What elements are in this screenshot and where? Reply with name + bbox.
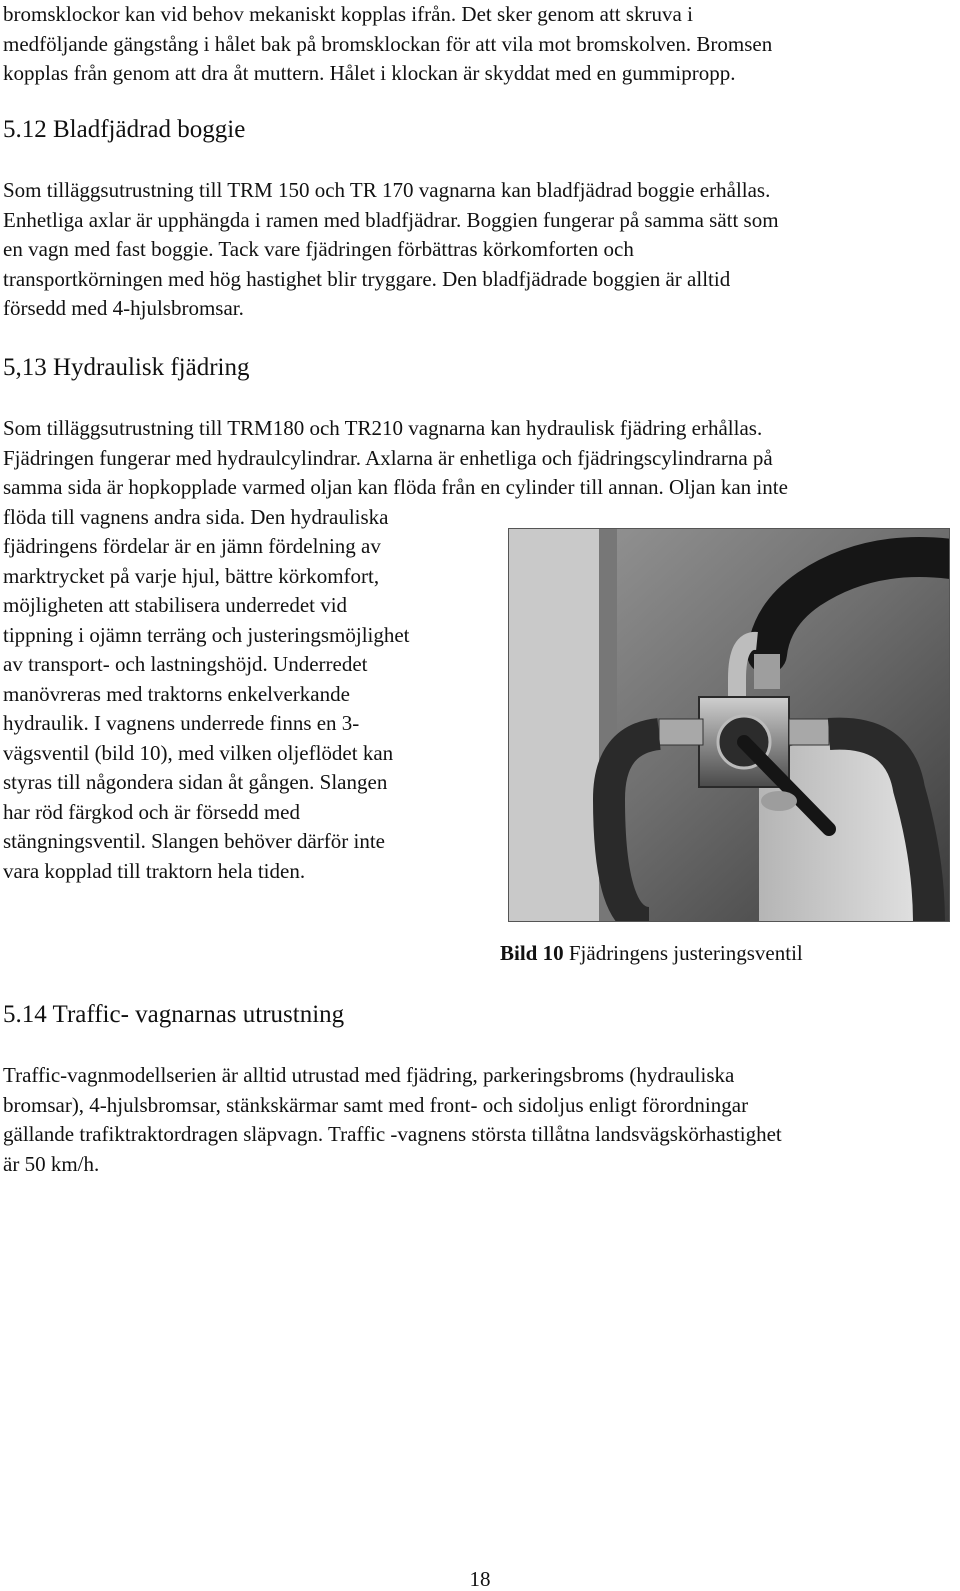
text-line: samma sida är hopkopplade varmed oljan kan flöda från en cylinder till annan. Oljan kan inte xyxy=(3,475,788,499)
page-number: 18 xyxy=(469,1567,491,1591)
photo-left-fitting xyxy=(659,719,703,745)
section-heading-5-13: 5,13 Hydraulisk fjädring xyxy=(3,354,250,381)
hydraulic-valve-illustration xyxy=(509,529,950,922)
text-line: stängningsventil. Slangen behöver därför inte xyxy=(3,829,385,853)
text-line: transportkörningen med hög hastighet blir tryggare. Den bladfjädrade boggien är alltid xyxy=(3,266,731,291)
text-line: Som tilläggsutrustning till TRM 150 och TR 170 vagnarna kan bladfjädrad boggie erhållas. xyxy=(3,178,771,202)
text-line: styras till någondera sidan åt gången. Slangen xyxy=(3,770,388,794)
text-line: gällande trafiktraktordragen släpvagn. Traffic -vagnens största tillåtna landsvägskörhastighet xyxy=(3,1122,782,1146)
text-line: kopplas från genom att dra åt muttern. Hålet i klockan är skyddat med en gummipropp. xyxy=(3,61,736,85)
text-line: Enhetliga axlar är upphängda i ramen med bladfjädrar. Boggien fungerar på samma sätt som xyxy=(3,207,779,232)
text-line: fjädringens fördelar är en jämn fördelning av xyxy=(3,534,381,558)
text-line: medföljande gängstång i hålet bak på bromsklockan för att vila mot bromskolven. Bromsen xyxy=(3,31,773,56)
text-line: är 50 km/h. xyxy=(3,1151,100,1176)
caption-text: Fjädringens justeringsventil xyxy=(563,941,803,965)
figure-caption xyxy=(500,938,803,968)
text-line: Fjädringen fungerar med hydraulcylindrar. Axlarna är enhetliga och fjädringscylindrarna på xyxy=(3,445,773,470)
section-5-14-paragraph xyxy=(3,1061,948,1179)
text-line: tippning i ojämn terräng och justeringsmöjlighet xyxy=(3,622,410,647)
caption-label: Bild 10 xyxy=(500,941,564,965)
section-heading-5-12: 5.12 Bladfjädrad boggie xyxy=(3,116,246,143)
text-line: marktrycket på varje hjul, bättre körkomfort, xyxy=(3,563,380,588)
text-line: Traffic-vagnmodellserien är alltid utrustad med fjädring, parkeringsbroms (hydrauliska xyxy=(3,1063,735,1087)
text-line: möjligheten att stabilisera underredet vid xyxy=(3,593,348,617)
text-line: av transport- och lastningshöjd. Underredet xyxy=(3,652,368,676)
valve-photo xyxy=(508,528,950,922)
text-line: en vagn med fast boggie. Tack vare fjädringen förbättras körkomforten och xyxy=(3,237,634,261)
text-line: bromsklockor kan vid behov mekaniskt kopplas ifrån. Det sker genom att skruva i xyxy=(3,2,693,26)
text-line: bromsar), 4-hjulsbromsar, stänkskärmar samt med front- och sidoljus enligt förordningar xyxy=(3,1092,749,1117)
text-line: manövreras med traktorns enkelverkande xyxy=(3,681,350,706)
photo-left-panel xyxy=(509,529,609,922)
section-heading-5-14: 5.14 Traffic- vagnarnas utrustning xyxy=(3,1001,345,1028)
text-line: vägsventil (bild 10), med vilken oljeflödet kan xyxy=(3,740,394,765)
photo-tank-detail xyxy=(761,791,797,811)
photo-right-fitting xyxy=(789,719,829,745)
text-line: vara kopplad till traktorn hela tiden. xyxy=(3,858,306,883)
text-line: har röd färgkod och är försedd med xyxy=(3,799,301,824)
text-line: hydraulik. I vagnens underrede finns en 3- xyxy=(3,711,360,735)
intro-paragraph xyxy=(3,0,948,89)
text-line: flöda till vagnens andra sida. Den hydrauliska xyxy=(3,504,389,529)
section-5-12-paragraph xyxy=(3,176,948,324)
text-line: Som tilläggsutrustning till TRM180 och TR210 vagnarna kan hydraulisk fjädring erhållas. xyxy=(3,416,763,440)
text-line: försedd med 4-hjulsbromsar. xyxy=(3,296,244,320)
